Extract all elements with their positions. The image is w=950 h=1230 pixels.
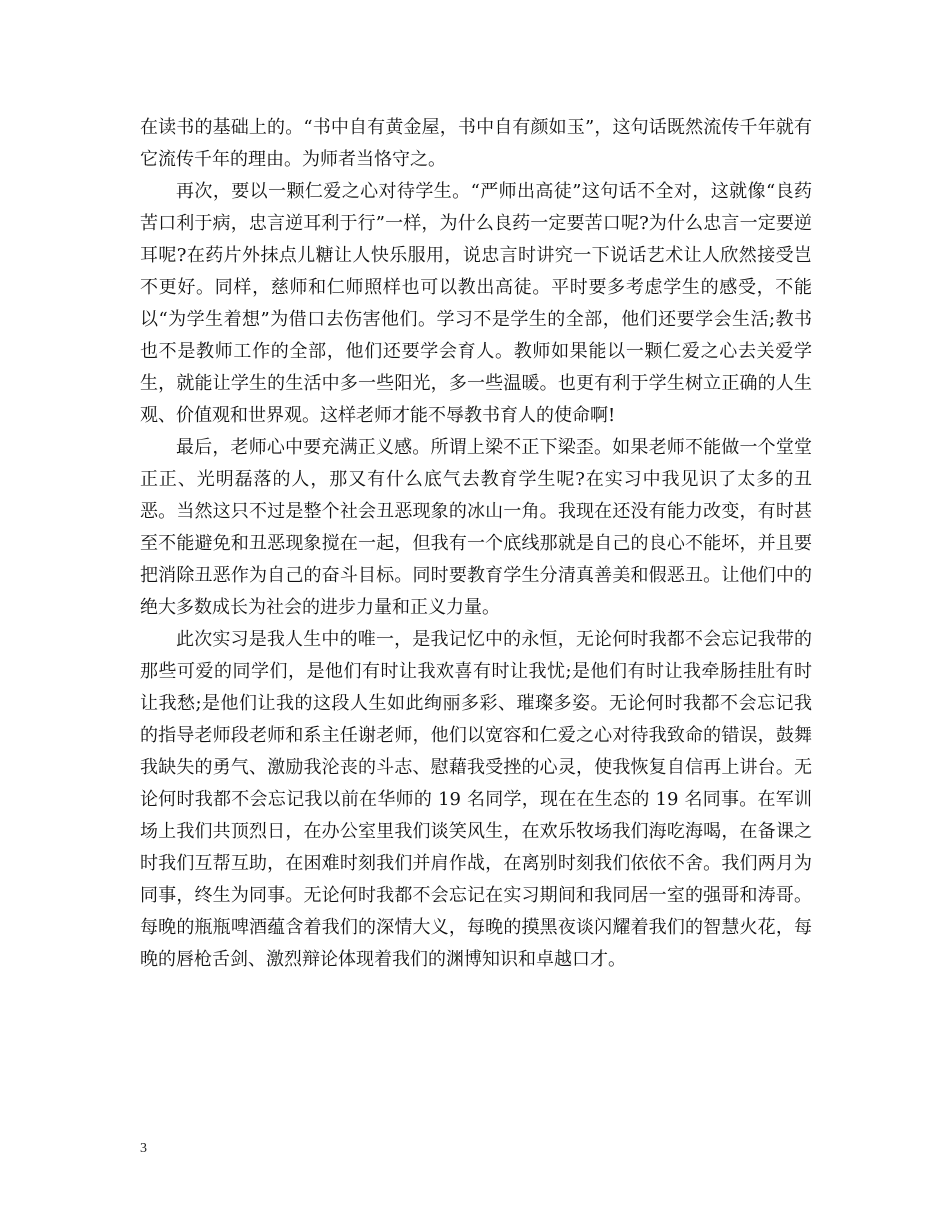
paragraph-benevolence: 再次，要以一颗仁爱之心对待学生。“严师出高徒”这句话不全对，这就像“良药苦口利于病，忠言逆耳利于行”一样，为什么良药一定要苦口呢?为什么忠言一定要逆耳呢?在药片外抹点儿糖让人快乐服用，说忠言时讲究一下说话艺术让人欣然接受岂不更好。同样，慈师和仁师照样也可以教出高徒。平时要多考虑学生的感受，不能以“为学生着想”为借口去伤害他们。学习不是学生的全部，他们还要学会生活;教书也不是教师工作的全部，他们还要学会育人。教师如果能以一颗仁爱之心去关爱学生，就能让学生的生活中多一些阳光，多一些温暖。也更有利于学生树立正确的人生观、价值观和世界观。这样老师才能不辱教书育人的使命啊! xyxy=(140,181,812,426)
paragraph-internship-memories: 此次实习是我人生中的唯一，是我记忆中的永恒，无论何时我都不会忘记我带的那些可爱的同学们，是他们有时让我欢喜有时让我忧;是他们有时让我牵肠挂肚有时让我愁;是他们让我的这段人生如此绚丽多彩、璀璨多姿。无论何时我都不会忘记我的指导老师段老师和系主任谢老师，他们以宽容和仁爱之心对待我致命的错误，鼓舞我缺失的勇气、激励我沦丧的斗志、慰藉我受挫的心灵，使我恢复自信再上讲台。无论何时我都不会忘记我以前在华师的 19 名同学，现在在生态的 19 名同事。在军训场上我们共顶烈日，在办公室里我们谈笑风生，在欢乐牧场我们海吃海喝，在备课之时我们互帮互助，在困难时刻我们并肩作战，在离别时刻我们依依不舍。我们两月为同事，终生为同事。无论何时我都不会忘记在实习期间和我同居一室的强哥和涛哥。每晚的瓶瓶啤酒蕴含着我们的深情大义，每晚的摸黑夜谈闪耀着我们的智慧火花，每晚的唇枪舌剑、激烈辩论体现着我们的渊博知识和卓越口才。 xyxy=(140,629,812,970)
paragraph-justice: 最后，老师心中要充满正义感。所谓上梁不正下梁歪。如果老师不能做一个堂堂正正、光明磊落的人，那又有什么底气去教育学生呢?在实习中我见识了太多的丑恶。当然这只不过是整个社会丑恶现象的冰山一角。我现在还没有能力改变，有时甚至不能避免和丑恶现象搅在一起，但我有一个底线那就是自己的良心不能坏，并且要把消除丑恶作为自己的奋斗目标。同时要教育学生分清真善美和假恶丑。让他们中的绝大多数成长为社会的进步力量和正义力量。 xyxy=(140,437,812,618)
document-body xyxy=(140,112,812,976)
page-number: 3 xyxy=(140,1141,147,1156)
paragraph-continued: 在读书的基础上的。“书中自有黄金屋，书中自有颜如玉”，这句话既然流传千年就有它流传千年的理由。为师者当恪守之。 xyxy=(140,117,812,170)
